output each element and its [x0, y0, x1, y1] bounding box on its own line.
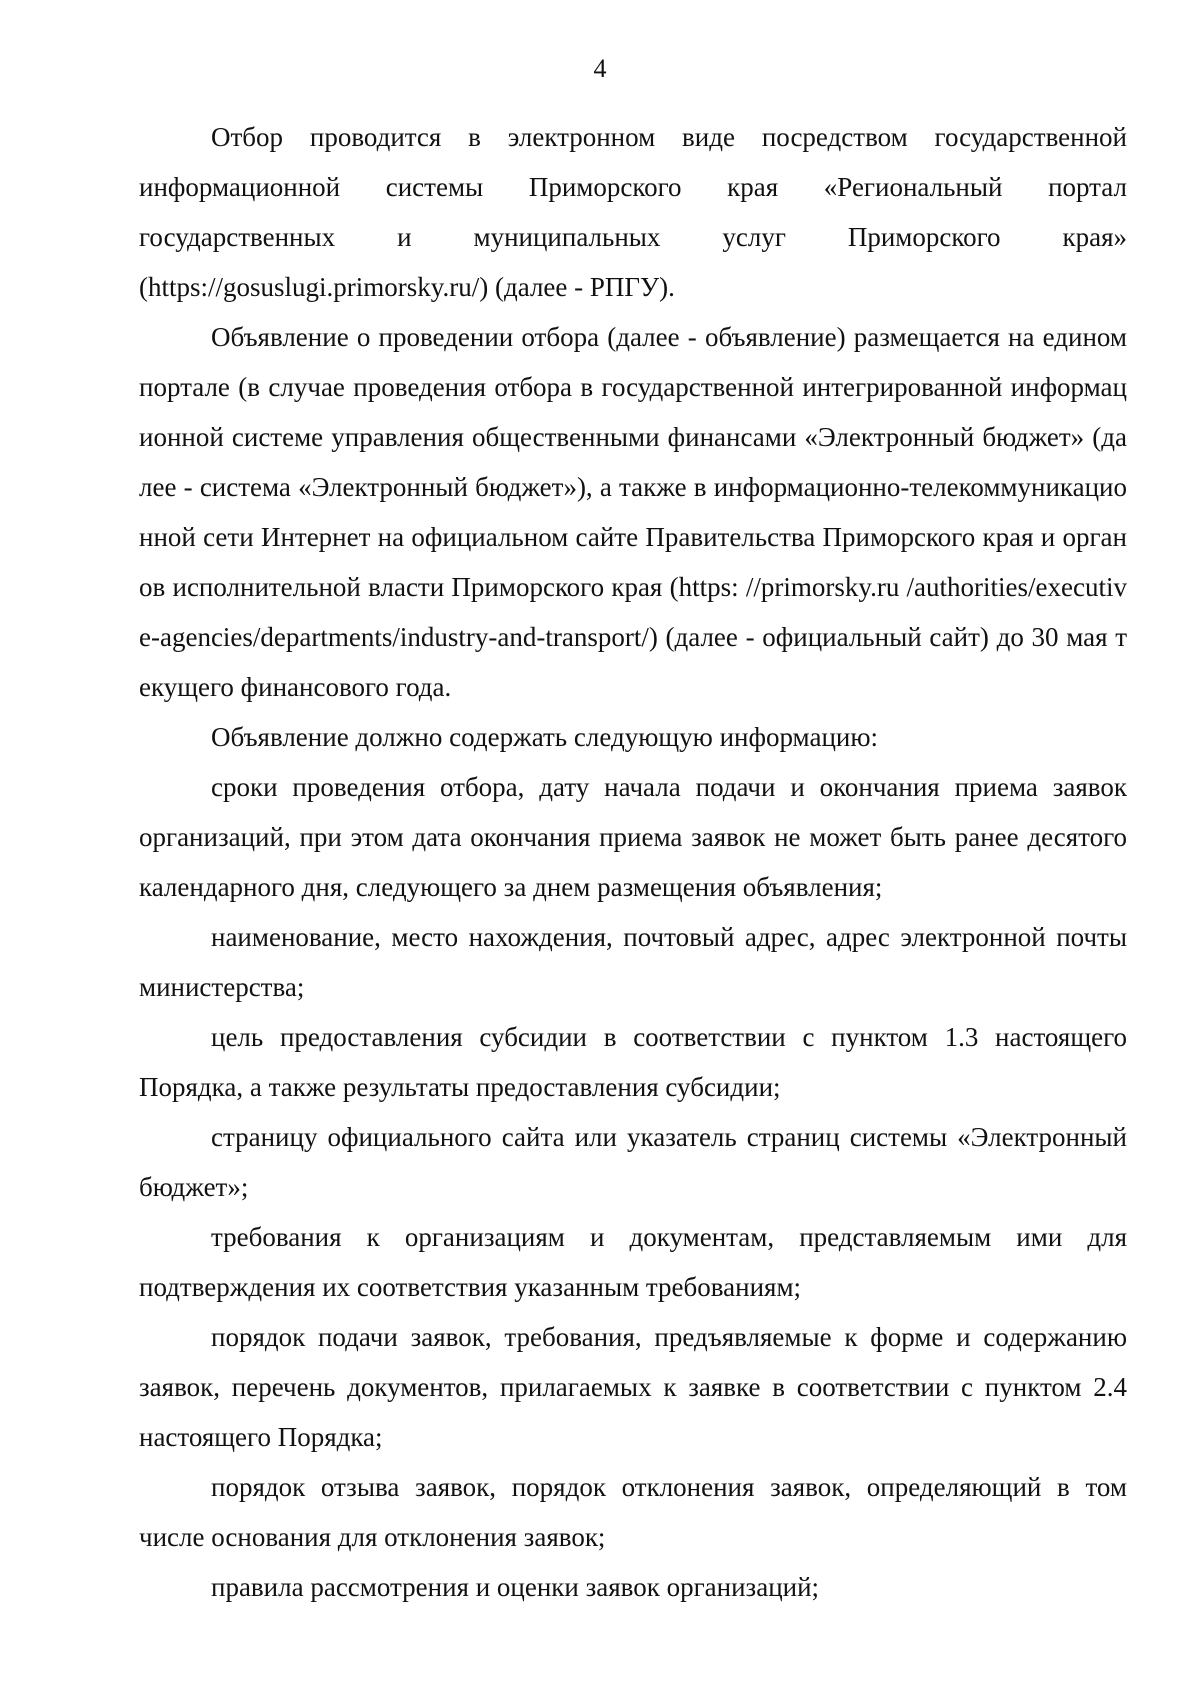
- list-item-requirements: требования к организациям и документам, представляемым ими для подтверждения их соответствия указанным требованиям;: [139, 1222, 1127, 1302]
- paragraph-selection-method: Отбор проводится в электронном виде посредством государственной информационной системы Приморского края «Региональный портал государственных и муниципальных услуг Приморского края» (https://gosuslugi.primorsky.ru/) (далее - РПГУ).: [139, 122, 1127, 302]
- list-item-subsidy-purpose: цель предоставления субсидии в соответствии с пунктом 1.3 настоящего Порядка, а также результаты предоставления субсидии;: [139, 1022, 1127, 1102]
- paragraph-announcement-placement: Объявление о проведении отбора (далее - объявление) размещается на едином портале (в случае проведения отбора в государственной интегрированной информационной системе управления общественными финансами «Электронный бюджет» (далее - система «Электронный бюджет»), а также в информационно-телекоммуникационной сети Интернет на официальном сайте Правительства Приморского края и органов исполнительной власти Приморского края (https: //primorsky.ru /authorities/executive-agencies/departments/industry-and-transport/) (далее - официальный сайт) до 30 мая текущего финансового года.: [139, 322, 1127, 702]
- list-item-evaluation-rules: правила рассмотрения и оценки заявок организаций;: [211, 1572, 820, 1602]
- page-number: 4: [593, 54, 607, 83]
- list-item-submission-procedure: порядок подачи заявок, требования, предъявляемые к форме и содержанию заявок, перечень документов, прилагаемых к заявке в соответствии с пунктом 2.4 настоящего Порядка;: [139, 1322, 1127, 1452]
- document-body: [139, 112, 1127, 1612]
- list-item-website-page: страницу официального сайта или указатель страниц системы «Электронный бюджет»;: [139, 1122, 1127, 1202]
- list-item-withdrawal-procedure: порядок отзыва заявок, порядок отклонения заявок, определяющий в том числе основания для отклонения заявок;: [139, 1472, 1127, 1552]
- list-item-ministry-contacts: наименование, место нахождения, почтовый адрес, адрес электронной почты министерства;: [139, 922, 1127, 1002]
- list-item-deadlines: сроки проведения отбора, дату начала подачи и окончания приема заявок организаций, при этом дата окончания приема заявок не может быть ранее десятого календарного дня, следующего за днем размещения объявления;: [139, 772, 1127, 902]
- paragraph-announcement-contents: Объявление должно содержать следующую информацию:: [211, 722, 879, 752]
